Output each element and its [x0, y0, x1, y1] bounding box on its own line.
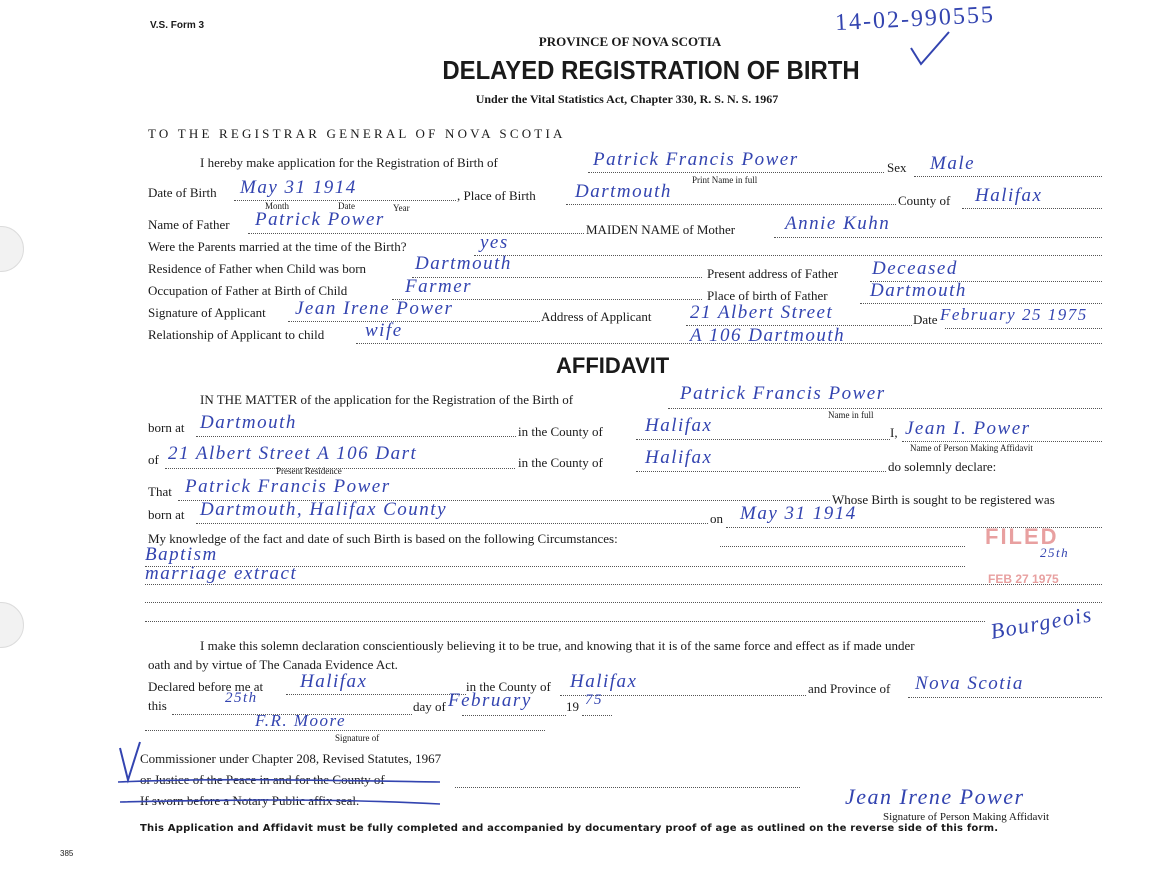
form-id: V.S. Form 3 [150, 20, 205, 31]
month-label: Month [265, 201, 290, 211]
in-county-label-1: in the County of [518, 424, 603, 439]
person-making-note: Name of Person Making Affidavit [910, 443, 1033, 453]
on-label: on [710, 511, 723, 526]
addr-label: Address of Applicant [541, 309, 652, 324]
date-label: Date [338, 201, 355, 211]
app-date-field: February 25 1975 [940, 305, 1088, 324]
footer-note: This Application and Affidavit must be fully completed and accompanied by documentary proof of age as outlined on the reverse side of this form. [140, 823, 999, 834]
occupation-label: Occupation of Father at Birth of Child [148, 283, 348, 298]
in-county-label-2: in the County of [518, 455, 603, 470]
this-label: this [148, 698, 167, 713]
sig-label: Signature of Applicant [148, 305, 266, 320]
residence-label: Residence of Father when Child was born [148, 261, 367, 276]
filed-stamp: FILED [985, 524, 1059, 549]
dob-label: Date of Birth [148, 185, 217, 200]
mother-label: MAIDEN NAME of Mother [586, 222, 736, 237]
sex-field: Male [930, 153, 976, 174]
in-county-label-3: in the County of [466, 679, 551, 694]
born-at-label: born at [148, 420, 185, 435]
affidavit-heading: AFFIDAVIT [556, 353, 670, 378]
county-field: Halifax [975, 185, 1043, 206]
file-number: 14-02-990555 [834, 1, 996, 37]
punch-hole-top [0, 226, 24, 272]
on-date-field: May 31 1914 [740, 503, 857, 524]
day-field: 25th [225, 690, 258, 706]
deponent-field: Jean I. Power [905, 418, 1031, 439]
declared-at-field: Halifax [300, 671, 368, 692]
whose-birth-label: Whose Birth is sought to be registered was [832, 492, 1055, 507]
person-signature-label: Signature of Person Making Affidavit [883, 811, 1049, 823]
page-title: DELAYED REGISTRATION OF BIRTH [442, 55, 860, 85]
punch-hole-bottom [0, 602, 24, 648]
year-label: Year [393, 203, 410, 213]
addr-field-2: A 106 Dartmouth [690, 325, 846, 346]
signature-of-note: Signature of [335, 733, 380, 743]
page-subtitle: Under the Vital Statistics Act, Chapter 330, R. S. N. S. 1967 [475, 92, 779, 106]
declare-label: do solemnly declare: [888, 459, 997, 474]
stamp-day-mark: 25th [1040, 545, 1070, 560]
solemn-declaration-line-1: I make this solemn declaration conscientiously believing it to be true, and knowing that it is of the same force and effect as if made under [200, 638, 915, 653]
relationship-label: Relationship of Applicant to child [148, 327, 325, 342]
father-birthplace-field: Dartmouth [870, 280, 967, 301]
present-address-label: Present address of Father [707, 266, 839, 281]
present-residence-note: Present Residence [276, 466, 342, 476]
father-label: Name of Father [148, 217, 230, 232]
present-address-field: Deceased [872, 258, 958, 279]
born-at-label-2: born at [148, 507, 185, 522]
solemn-declaration-line-2: oath and by virtue of The Canada Evidence Act. [148, 657, 398, 672]
relationship-field: wife [365, 320, 403, 341]
child-name-field: Patrick Francis Power [593, 149, 799, 170]
residence-field-2: 21 Albert Street A 106 Dart [168, 443, 418, 464]
born-at-field: Dartmouth [200, 412, 297, 433]
filed-stamp-date: FEB 27 1975 [988, 572, 1059, 586]
year-prefix: 19 [566, 699, 579, 714]
place-label: , Place of Birth [457, 188, 536, 203]
married-label: Were the Parents married at the time of the Birth? [148, 239, 407, 254]
year-field: 75 [585, 692, 603, 708]
and-province-label: and Province of [808, 681, 891, 696]
circumstance-1: Baptism [145, 544, 218, 565]
married-field: yes [480, 232, 509, 253]
county-field-1: Halifax [645, 415, 713, 436]
person-signature: Jean Irene Power [845, 784, 1025, 809]
of-label: of [148, 452, 159, 467]
intro-label: I hereby make application for the Registration of Birth of [200, 155, 498, 170]
matter-name-field: Patrick Francis Power [680, 383, 886, 404]
page-number: 385 [60, 849, 74, 858]
registrar-signature: Bourgeois [988, 601, 1095, 644]
sex-label: Sex [887, 160, 907, 175]
applicant-signature: Jean Irene Power [295, 298, 454, 319]
matter-label: IN THE MATTER of the application for the Registration of the Birth of [200, 392, 574, 407]
circumstance-2: marriage extract [145, 563, 298, 584]
residence-field: Dartmouth [415, 253, 512, 274]
place-field: Dartmouth [575, 181, 672, 202]
mother-field: Annie Kuhn [785, 213, 891, 234]
strike-marks [110, 740, 450, 810]
county-field-3: Halifax [570, 671, 638, 692]
print-name-note: Print Name in full [692, 175, 758, 185]
i-label: I, [890, 425, 898, 440]
month-field: February [448, 690, 532, 711]
province-heading: PROVINCE OF NOVA SCOTIA [538, 34, 722, 49]
name-in-full-note: Name in full [828, 410, 874, 420]
notary-label: If sworn before a Notary Public affix seal. [140, 793, 360, 808]
born-at-field-2: Dartmouth, Halifax County [200, 499, 448, 520]
occupation-field: Farmer [405, 276, 473, 297]
date-label-2: Date [913, 312, 938, 327]
to-registrar: TO THE REGISTRAR GENERAL OF NOVA SCOTIA [148, 126, 566, 141]
addr-field-1: 21 Albert Street [690, 302, 834, 323]
commissioner-signature: F.R. Moore [255, 711, 347, 730]
county-label: County of [898, 193, 951, 208]
that-label: That [148, 484, 172, 499]
knowledge-label: My knowledge of the fact and date of such Birth is based on the following Circumstances: [148, 531, 618, 546]
declared-label: Declared before me at [148, 679, 264, 694]
county-field-2: Halifax [645, 447, 713, 468]
dob-field: May 31 1914 [240, 177, 357, 198]
father-birthplace-label: Place of birth of Father [707, 288, 828, 303]
day-of-label: day of [413, 699, 446, 714]
province-field: Nova Scotia [915, 673, 1024, 694]
commissioner-label: Commissioner under Chapter 208, Revised Statutes, 1967 [140, 751, 442, 766]
father-field: Patrick Power [255, 209, 385, 230]
that-name-field: Patrick Francis Power [185, 476, 391, 497]
justice-label: or Justice of the Peace in and for the County of [140, 772, 385, 787]
